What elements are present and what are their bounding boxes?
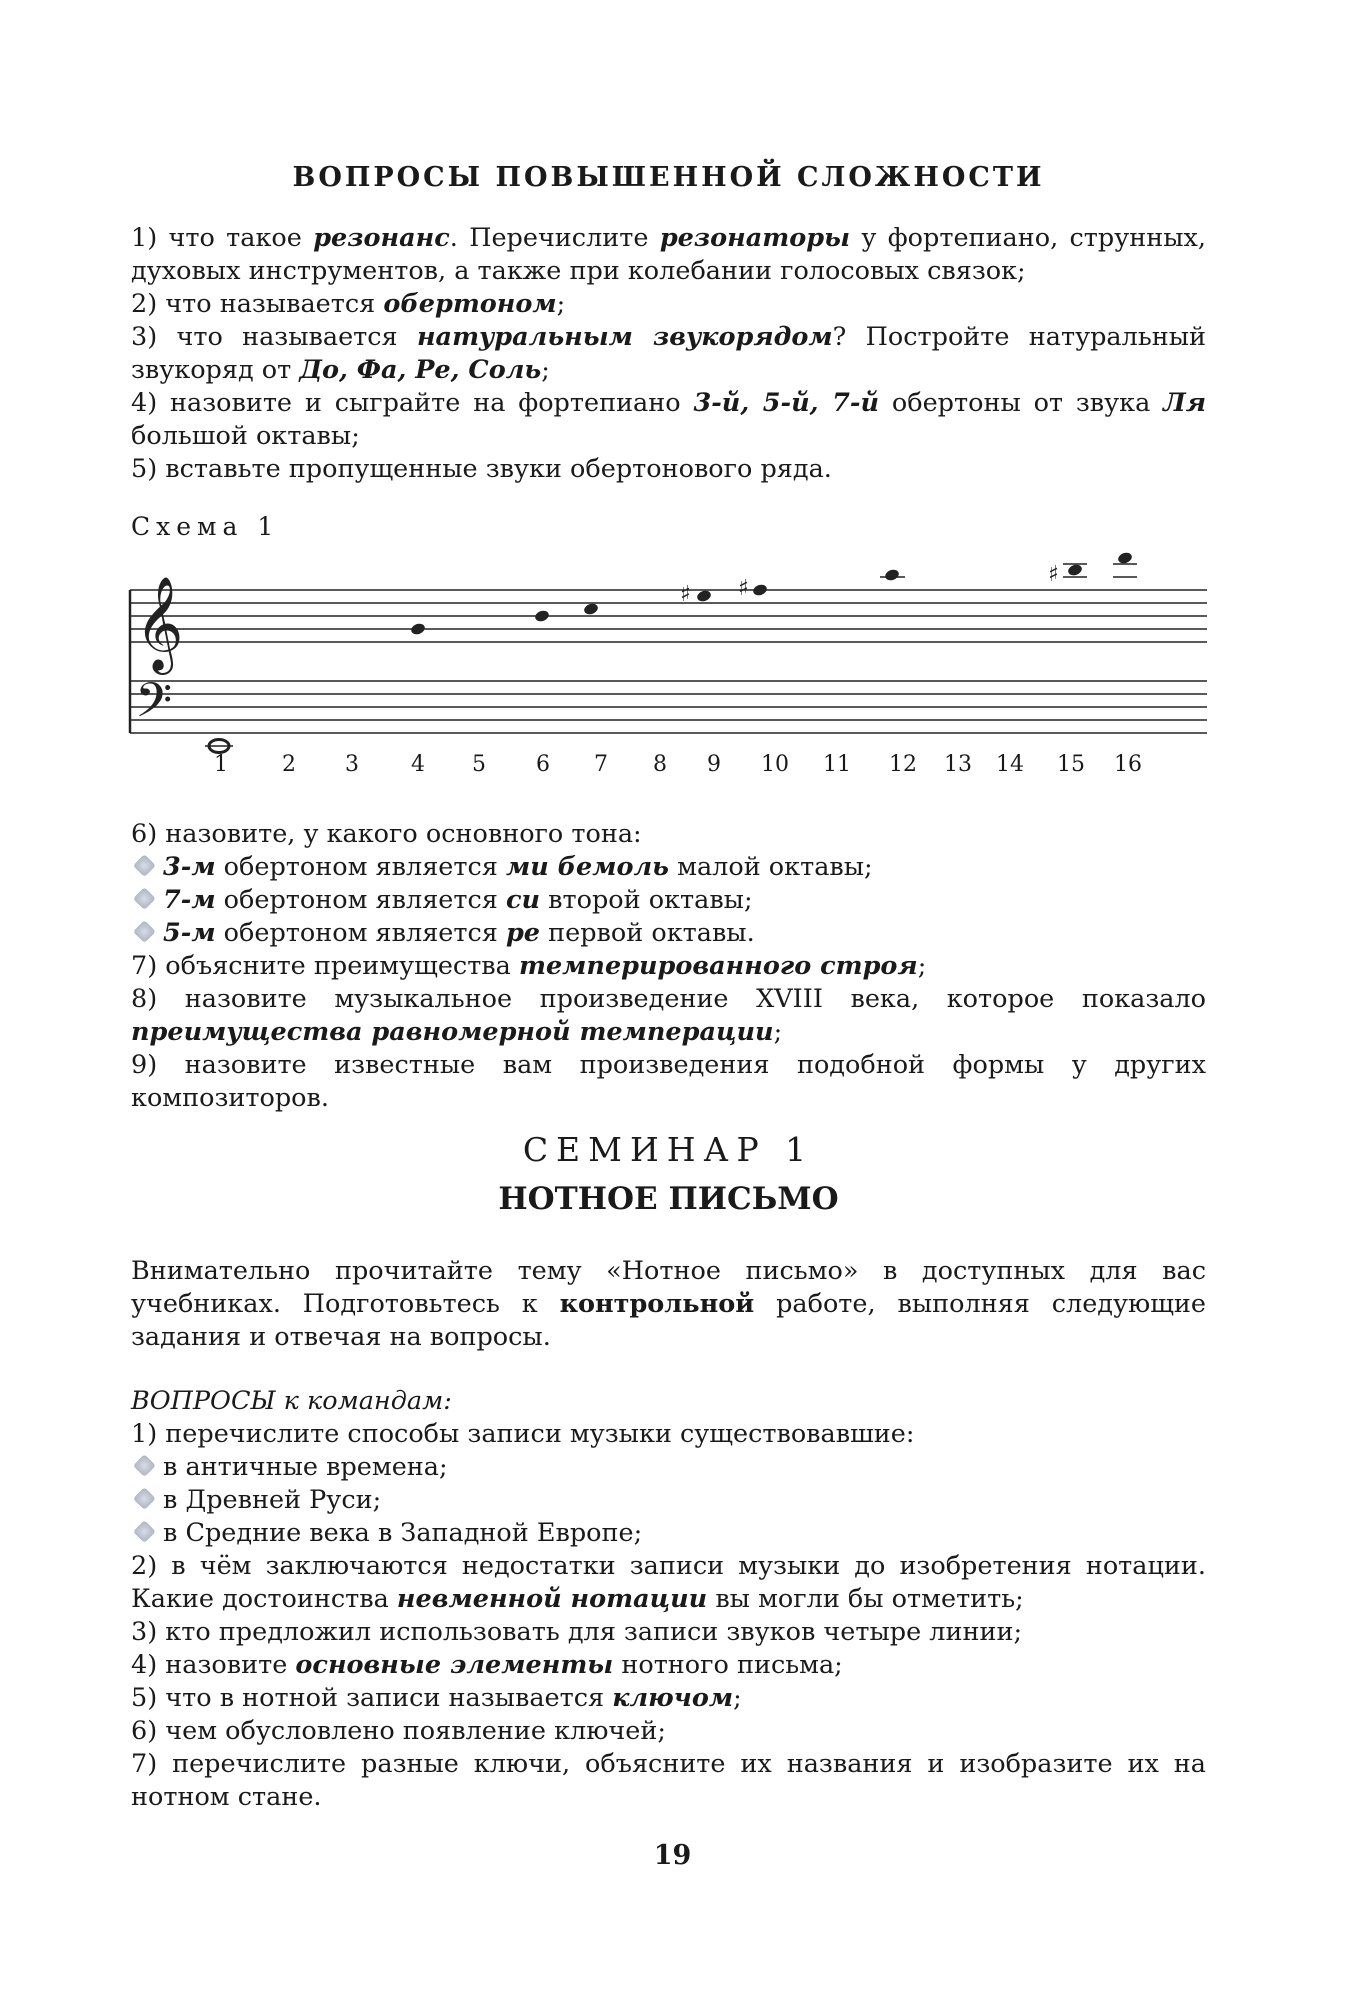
seminar-question-1: 1) перечислите способы записи музыки существовавшие: [131,1419,915,1449]
question-6: 6) назовите, у какого основного тона: [131,819,642,849]
sharp-icon: ♯ [738,576,749,601]
overtone-number: 4 [411,752,425,777]
intro-term: контрольной [559,1289,755,1319]
overtone-number: 15 [1057,752,1085,777]
overtone-note-15 [1067,563,1084,577]
overtone-note-9 [696,589,713,603]
sharp-icon: ♯ [680,582,691,607]
overtone-note-6 [534,609,551,623]
bullet-diamond-icon [133,1520,156,1543]
q6-item-octave: второй октавы; [540,885,753,915]
seminar-q1-item [131,1451,1206,1484]
q7-text-c: ; [917,951,927,981]
question-4 [131,387,1206,453]
seminar-q1-item-text: в античные времена; [163,1452,448,1482]
q6-item-octave: малой октавы; [669,852,873,882]
seminar-question-4 [131,1649,1206,1682]
question-1 [131,222,1206,288]
q2-text-a: 2) что называется [131,289,384,319]
schema-label: Схема 1 [131,512,280,541]
overtone-note-16 [1117,551,1134,565]
overtone-number: 8 [653,752,667,777]
bullet-diamond-icon [133,1454,156,1477]
sq2-text-c: вы могли бы отметить; [707,1584,1024,1614]
seminar-question-3: 3) кто предложил использовать для записи звуков четыре линии; [131,1617,1023,1647]
q6-item [131,851,1206,884]
q4-overtones: 3-й, 5-й, 7-й [693,388,880,418]
q3-text-a: 3) что называется [131,322,417,352]
page-number: 19 [653,1840,692,1871]
overtone-number: 6 [536,752,550,777]
overtone-numbers [0,752,1345,782]
intro-text-c: работе, выполняя следующие задания и отвечая на вопросы. [131,1289,1206,1352]
questions-1-5 [131,222,1206,486]
seminar-q1-item-text: в Древней Руси; [163,1485,382,1515]
q6-item-note: ре [505,918,541,948]
schema-label-block [131,512,1206,541]
question-3 [131,321,1206,387]
q3-text-c: ? Постройте натуральный звукоряд от [131,322,1206,385]
sq4-text-c: нотного письма; [613,1650,843,1680]
seminar-q1-item [131,1517,1206,1550]
seminar-question-7: 7) перечислите разные ключи, объясните их названия и изобразите их на нотном стане. [131,1749,1206,1812]
overtone-number: 12 [889,752,917,777]
overtone-note-7 [583,602,600,616]
seminar-question-5 [131,1682,1206,1715]
q6-item [131,884,1206,917]
q8-text-a: 8) назовите музыкальное произведение XVIII века, которое показало [131,984,1206,1014]
q1-text-c: . Перечислите [449,223,660,253]
overtone-number: 5 [472,752,486,777]
seminar-q1-item [131,1484,1206,1517]
seminar-questions [131,1385,1206,1814]
seminar-subtitle: НОТНОЕ ПИСЬМО [498,1181,839,1217]
section-title: ВОПРОСЫ ПОВЫШЕННОЙ СЛОЖНОСТИ [292,162,1045,193]
intro-text-a: Внимательно прочитайте тему «Нотное письмо» в доступных для вас учебниках. Подготовьтесь к [131,1256,1206,1319]
sharp-icon: ♯ [1048,562,1059,587]
overtone-number: 7 [594,752,608,777]
q6-item-text: обертоном является [215,918,506,948]
q6-item-text: обертоном является [215,885,506,915]
seminar-title-block [131,1130,1206,1217]
bullet-diamond-icon [133,854,156,877]
q6-item-text: обертоном является [215,852,506,882]
overtone-number: 11 [823,752,851,777]
q8-text-c: ; [773,1017,783,1047]
question-8 [131,983,1206,1049]
overtone-number: 16 [1114,752,1142,777]
overtone-number: 14 [996,752,1024,777]
q4-text-c: обертоны от звука [879,388,1164,418]
overtone-note-12 [884,568,901,582]
q3-term: натуральным звукорядом [416,322,833,352]
overtone-note-4 [410,622,427,636]
q1-term-resonators: резонаторы [659,223,851,253]
overtone-number: 1 [214,752,228,777]
q6-item-ordinal: 5-м [163,918,216,948]
bullet-diamond-icon [133,1487,156,1510]
seminar-question-2 [131,1550,1206,1616]
q6-item-note: си [505,885,541,915]
overtone-note-10 [752,583,769,597]
overtone-number: 9 [707,752,721,777]
q6-item-octave: первой октавы. [540,918,755,948]
questions-heading: ВОПРОСЫ к командам: [131,1386,452,1416]
bass-clef-icon: 𝄢 [135,672,173,740]
question-5: 5) вставьте пропущенные звуки обертонового ряда. [131,454,832,484]
q6-item-note: ми бемоль [505,852,669,882]
overtone-number: 13 [944,752,972,777]
q7-text-a: 7) объясните преимущества [131,951,519,981]
treble-clef-icon: 𝄞 [135,576,184,671]
seminar-intro [131,1255,1206,1354]
q2-text-c: ; [556,289,566,319]
q6-item-ordinal: 7-м [163,885,216,915]
q1-term-resonance: резонанс [313,223,450,253]
question-9: 9) назовите известные вам произведения подобной формы у других композиторов. [131,1050,1206,1113]
sq5-text-a: 5) что в нотной записи называется [131,1683,613,1713]
sq5-term: ключом [612,1683,734,1713]
seminar-question-6: 6) чем обусловлено появление ключей; [131,1716,666,1746]
q6-item [131,917,1206,950]
sq4-term: основные элементы [295,1650,614,1680]
q4-text-a: 4) назовите и сыграйте на фортепиано [131,388,694,418]
q4-text-e: большой октавы; [131,421,360,451]
q3-notes: До, Фа, Ре, Соль [299,355,542,385]
q7-term: темперированного строя [518,951,918,981]
overtone-number: 3 [345,752,359,777]
question-2 [131,288,1206,321]
seminar-q1-item-text: в Средние века в Западной Европе; [163,1518,643,1548]
question-7 [131,950,1206,983]
q3-text-e: ; [541,355,550,385]
seminar-title: СЕМИНАР 1 [522,1130,815,1169]
section-title-block [131,162,1206,193]
sq5-text-c: ; [733,1683,742,1713]
bullet-diamond-icon [133,887,156,910]
q4-note: Ля [1163,388,1206,418]
overtone-number: 10 [761,752,789,777]
overtone-number: 2 [282,752,296,777]
q2-term: обертоном [383,289,557,319]
q8-term: преимущества равномерной темперации [131,1017,774,1047]
treble-staff-lines [130,590,1207,642]
questions-6-9 [131,818,1206,1115]
bullet-diamond-icon [133,920,156,943]
q6-item-ordinal: 3-м [163,852,216,882]
sq2-term: невменной нотации [396,1584,708,1614]
sq4-text-a: 4) назовите [131,1650,296,1680]
seminar-intro-text [131,1255,1206,1354]
q1-text-e: у фортепиано, струнных, духовых инструментов, а также при колебании голосовых связок; [131,223,1207,286]
bass-staff-lines [130,681,1207,733]
sq2-text-a: 2) в чём заключаются недостатки записи музыки до изобретения нотации. Какие достоинства [131,1551,1206,1614]
q1-text-a: 1) что такое [131,223,314,253]
